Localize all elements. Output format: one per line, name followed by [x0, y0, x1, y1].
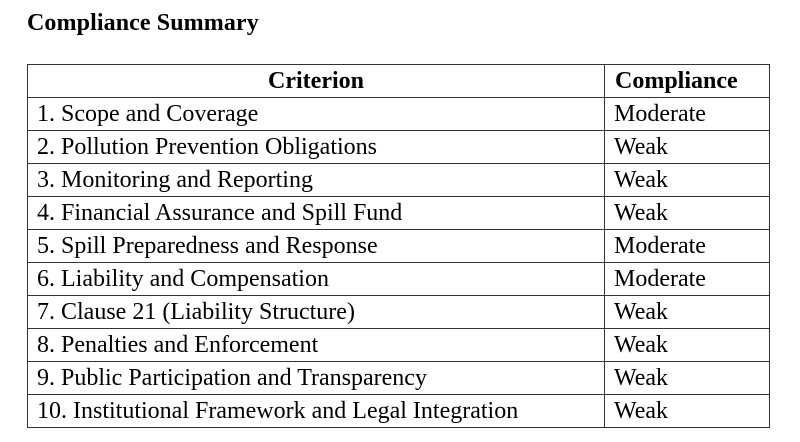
table-row [28, 131, 770, 164]
compliance-cell: Moderate [605, 230, 770, 263]
criterion-cell: 9. Public Participation and Transparency [28, 362, 605, 395]
header-compliance: Compliance [605, 65, 770, 98]
criterion-cell: 7. Clause 21 (Liability Structure) [28, 296, 605, 329]
table-row [28, 263, 770, 296]
table-row [28, 230, 770, 263]
table-row [28, 98, 770, 131]
compliance-cell: Weak [605, 395, 770, 428]
criterion-cell: 1. Scope and Coverage [28, 98, 605, 131]
criterion-cell: 5. Spill Preparedness and Response [28, 230, 605, 263]
criterion-cell: 4. Financial Assurance and Spill Fund [28, 197, 605, 230]
criterion-cell: 10. Institutional Framework and Legal Integration [28, 395, 605, 428]
table-row [28, 164, 770, 197]
compliance-cell: Moderate [605, 263, 770, 296]
table-row [28, 296, 770, 329]
compliance-cell: Weak [605, 296, 770, 329]
table-row [28, 197, 770, 230]
compliance-cell: Weak [605, 362, 770, 395]
criterion-cell: 6. Liability and Compensation [28, 263, 605, 296]
compliance-cell: Weak [605, 131, 770, 164]
compliance-cell: Weak [605, 197, 770, 230]
table-header-row [28, 65, 770, 98]
compliance-cell: Weak [605, 164, 770, 197]
criterion-cell: 2. Pollution Prevention Obligations [28, 131, 605, 164]
header-criterion: Criterion [28, 65, 605, 98]
compliance-cell: Weak [605, 329, 770, 362]
criterion-cell: 3. Monitoring and Reporting [28, 164, 605, 197]
table-row [28, 329, 770, 362]
compliance-table [27, 64, 770, 428]
page-title: Compliance Summary [27, 10, 259, 36]
criterion-cell: 8. Penalties and Enforcement [28, 329, 605, 362]
table-row [28, 362, 770, 395]
compliance-cell: Moderate [605, 98, 770, 131]
table-row [28, 395, 770, 428]
